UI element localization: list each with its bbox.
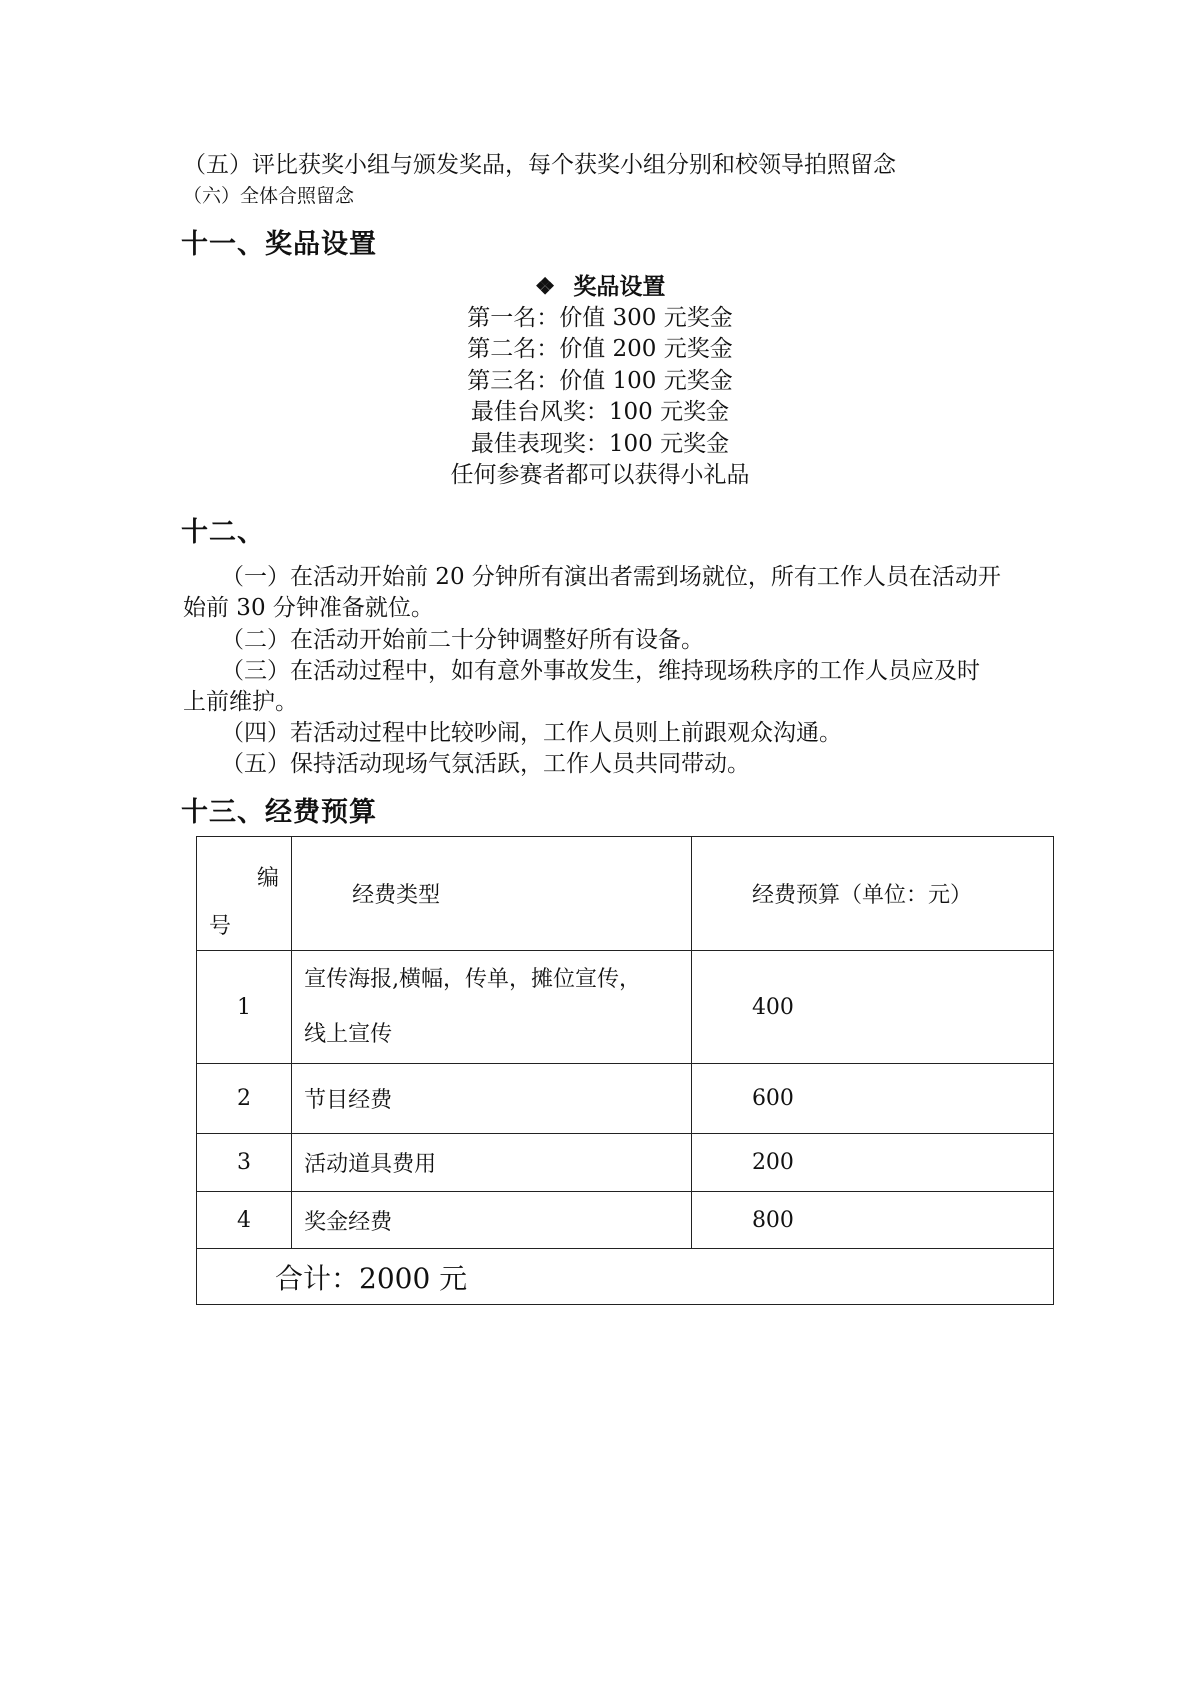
row-number: 2 — [197, 1064, 292, 1134]
row-type: 奖金经费 — [292, 1192, 692, 1249]
header-number-cell — [197, 837, 292, 951]
prize-item: 第一名：价值 300 元奖金 — [467, 304, 733, 331]
header-number-label-part2: 号 — [209, 914, 232, 939]
row-type — [292, 951, 692, 1064]
prize-item: 第三名：价值 100 元奖金 — [467, 367, 733, 394]
row-type-line: 线上宣传 — [304, 1022, 393, 1047]
rule-item-3-line-1: （三）在活动过程中，如有意外事故发生，维持现场秩序的工作人员应及时 — [221, 658, 980, 684]
section-heading-11: 十一、奖品设置 — [181, 229, 377, 260]
table-row — [197, 1192, 1054, 1249]
header-type-cell: 经费类型 — [292, 837, 692, 951]
row-number: 4 — [197, 1192, 292, 1249]
prize-item: 最佳表现奖：100 元奖金 — [470, 430, 730, 457]
prize-item: 第二名：价值 200 元奖金 — [467, 336, 733, 362]
table-row — [197, 1134, 1054, 1192]
prize-item: 最佳台风奖：100 元奖金 — [470, 399, 730, 425]
section-heading-13: 十三、经费预算 — [181, 797, 377, 828]
prize-title: 奖品设置 — [573, 273, 666, 300]
rule-item-1-line-1: （一）在活动开始前 20 分钟所有演出者需到场就位，所有工作人员在活动开 — [221, 564, 1001, 590]
line-item-6: （六）全体合照留念 — [183, 185, 355, 207]
row-type: 活动道具费用 — [292, 1134, 692, 1192]
section-heading-12: 十二、 — [181, 517, 265, 548]
row-number: 1 — [197, 951, 292, 1064]
table-row — [197, 951, 1054, 1064]
prize-item: 任何参赛者都可以获得小礼品 — [450, 462, 750, 488]
diamond-bullet-icon: ❖ — [534, 273, 556, 300]
table-header-row — [197, 837, 1054, 951]
rule-item-4: （四）若活动过程中比较吵闹，工作人员则上前跟观众沟通。 — [221, 720, 842, 746]
table-total: 合计：2000 元 — [197, 1249, 1054, 1305]
row-amount: 400 — [691, 951, 1053, 1064]
line-item-5: （五）评比获奖小组与颁发奖品，每个获奖小组分别和校领导拍照留念 — [183, 152, 896, 178]
header-number-label-part1: 编 — [257, 866, 280, 891]
rule-item-2: （二）在活动开始前二十分钟调整好所有设备。 — [221, 627, 704, 653]
row-type-line: 宣传海报,横幅，传单，摊位宣传， — [304, 967, 642, 992]
header-amount-cell: 经费预算（单位：元） — [691, 837, 1053, 951]
row-amount: 600 — [691, 1064, 1053, 1134]
budget-table — [196, 836, 1054, 1305]
rule-item-1-line-2: 始前 30 分钟准备就位。 — [183, 595, 434, 621]
row-number: 3 — [197, 1134, 292, 1192]
rule-item-5: （五）保持活动现场气氛活跃，工作人员共同带动。 — [221, 751, 750, 777]
row-type: 节目经费 — [292, 1064, 692, 1134]
prize-list — [0, 271, 1200, 492]
row-amount: 800 — [691, 1192, 1053, 1249]
prize-title-line — [0, 271, 1200, 303]
row-amount: 200 — [691, 1134, 1053, 1192]
table-total-row — [197, 1249, 1054, 1305]
rule-item-3-line-2: 上前维护。 — [183, 689, 298, 715]
table-row — [197, 1064, 1054, 1134]
